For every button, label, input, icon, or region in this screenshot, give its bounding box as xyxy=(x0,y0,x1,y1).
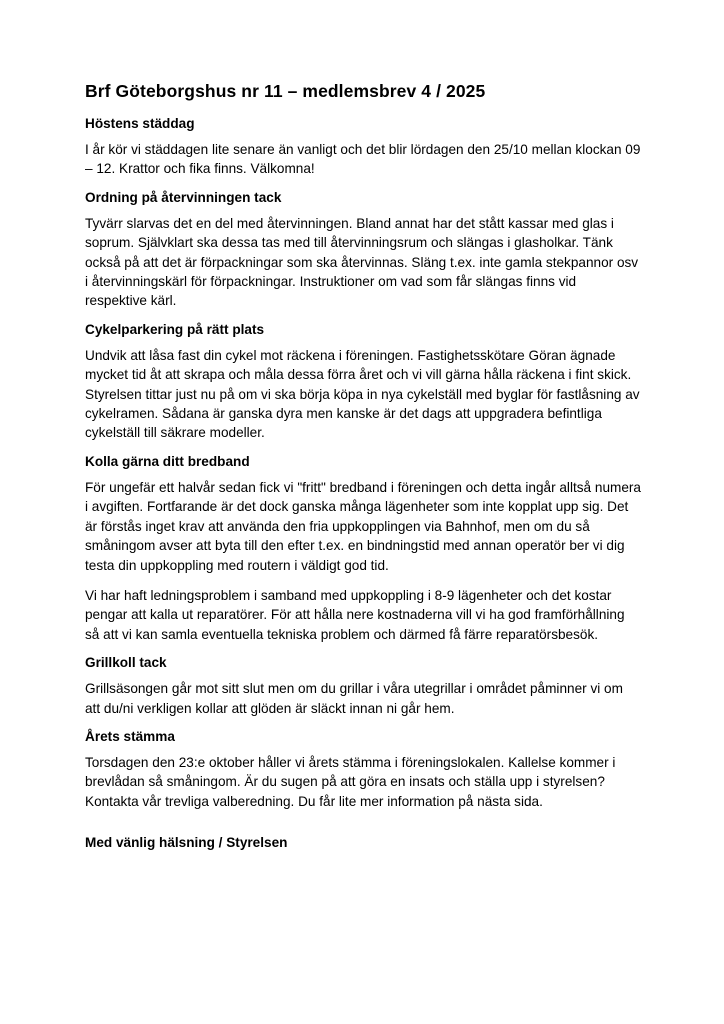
section-ordning-atervinningen xyxy=(85,190,641,311)
paragraph: Undvik att låsa fast din cykel mot räckena i föreningen. Fastighetsskötare Göran ägnade mycket tid åt att skrapa och måla dessa förra året och vi vill gärna hålla räckena i fint skick. Styrelsen tittar just nu på om vi ska börja köpa in nya cykelställ med byglar för fastlåsning av cykelramen. Sådana är ganska dyra men kanske är det dags att uppgradera befintliga cykelställ till säkrare modeller. xyxy=(85,347,640,441)
paragraph: Tyvärr slarvas det en del med återvinningen. Bland annat har det stått kassar med glas i soprum. Självklart ska dessa tas med till återvinningsrum och slängas i glasholkar. Tänk också på att det är förpackningar som ska återvinnas. Släng t.ex. inte gamla stekpannor osv i återvinningskärl för förpackningar. Instruktioner om vad som får slängas finns vid respektive kärl. xyxy=(85,215,639,309)
paragraph: För ungefär ett halvår sedan fick vi "fritt" bredband i föreningen och detta ingår alltså numera i avgiften. Fortfarande är det dock ganska många lägenheter som inte kopplat upp sig. Det är förstås inget krav att använda den fria uppkopplingen via Bahnhof, men om du så småningom avser att byta till den efter t.ex. en bindningstid med annan operatör ber vi dig testa din uppkoppling med routern i väldigt god tid. xyxy=(85,479,641,573)
section-heading: Årets stämma xyxy=(85,728,175,744)
section-cykelparkering xyxy=(85,322,641,443)
section-hostens-staddag xyxy=(85,116,641,179)
section-heading: Cykelparkering på rätt plats xyxy=(85,321,265,337)
section-heading: Höstens städdag xyxy=(85,116,195,131)
paragraph: Grillsäsongen går mot sitt slut men om du grillar i våra utegrillar i området påminner vi om att du/ni verkligen kollar att glöden är släckt innan ni går hem. xyxy=(85,681,623,716)
paragraph: Torsdagen den 23:e oktober håller vi årets stämma i föreningslokalen. Kallelse kommer i brevlådan så småningom. Är du sugen på att göra en insats och ställa upp i styrelsen? Kontakta vår trevliga valberedning. Du får lite mer information på nästa sida. xyxy=(85,754,616,809)
section-grillkoll xyxy=(85,655,641,718)
section-heading: Kolla gärna ditt bredband xyxy=(85,453,250,469)
paragraph: I år kör vi städdagen lite senare än vanligt och det blir lördagen den 25/10 mellan klockan 09 – 12. Krattor och fika finns. Välkomna! xyxy=(85,142,641,177)
page-title: Brf Göteborgshus nr 11 – medlemsbrev 4 / 2025 xyxy=(85,81,486,101)
section-heading: Ordning på återvinningen tack xyxy=(85,189,282,205)
section-arets-stamma xyxy=(85,729,641,811)
section-bredband xyxy=(85,454,641,644)
section-heading: Grillkoll tack xyxy=(85,655,167,671)
signoff: Med vänlig hälsning / Styrelsen xyxy=(85,835,288,851)
paragraph: Vi har haft ledningsproblem i samband med uppkoppling i 8-9 lägenheter och det kostar pengar att kalla ut reparatörer. För att hålla nere kostnaderna vill vi ha god framförhållning så att vi kan samla eventuella tekniska problem och därmed få färre reparatörsbesök. xyxy=(85,587,625,642)
